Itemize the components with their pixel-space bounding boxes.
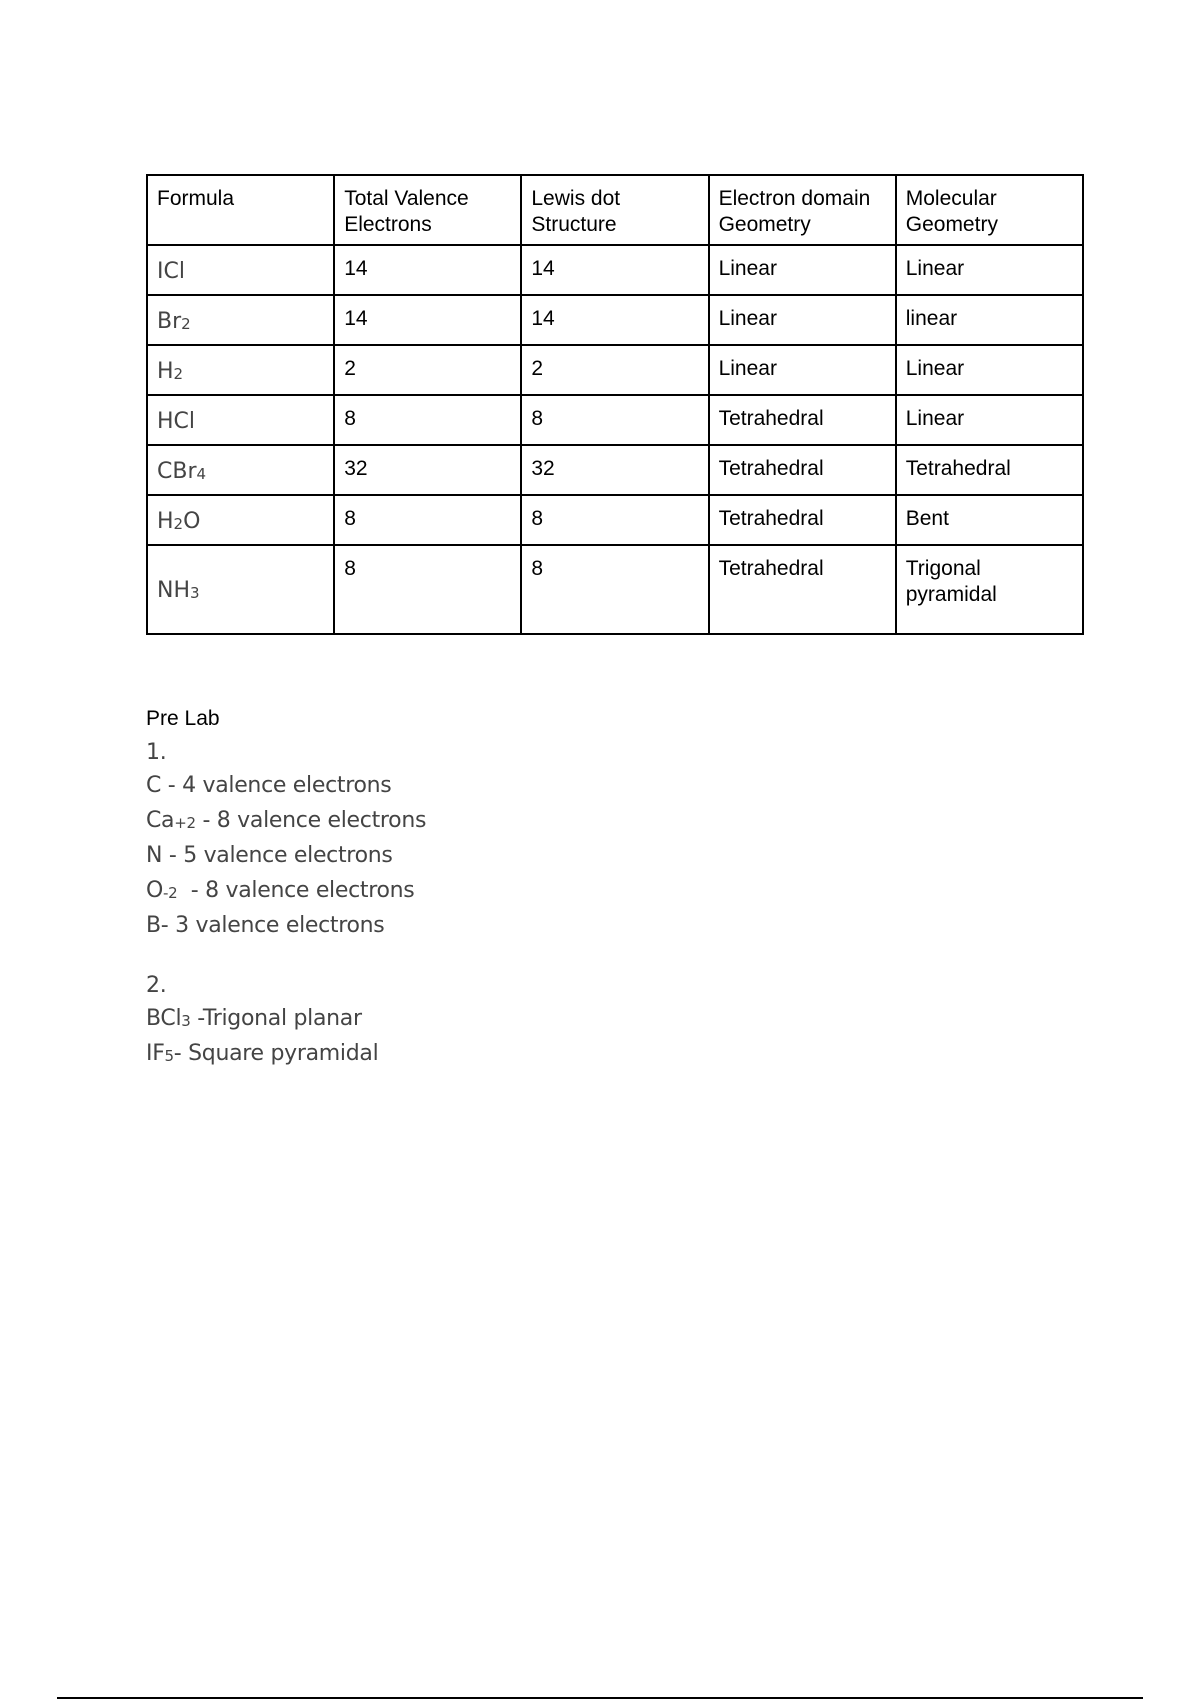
question-number: 1. [146, 740, 167, 765]
table-row [147, 395, 1083, 445]
molecular-geometry-cell: Linear [896, 345, 1083, 395]
valence-cell: 8 [334, 545, 521, 634]
valence-cell: 32 [334, 445, 521, 495]
header-lewis-dot-structure: Lewis dot Structure [521, 175, 708, 245]
valence-cell: 14 [334, 295, 521, 345]
valence-cell: 14 [334, 245, 521, 295]
formula-cell: $H_2O$ [147, 495, 334, 545]
lewis-cell: 14 [521, 295, 708, 345]
page-bottom-rule [57, 1697, 1143, 1699]
electron-geometry-cell: Tetrahedral [709, 495, 896, 545]
lewis-cell: 8 [521, 545, 708, 634]
formula-cell: $H_2$ [147, 345, 334, 395]
formula-cell: CBr$_4$ [147, 445, 334, 495]
molecular-geometry-cell: Bent [896, 495, 1083, 545]
list-item: B- 3 valence electrons [146, 913, 385, 938]
valence-cell: 8 [334, 495, 521, 545]
molecular-geometry-cell: Linear [896, 395, 1083, 445]
molecular-geometry-cell: Trigonal pyramidal [896, 545, 1083, 634]
table-row [147, 245, 1083, 295]
lewis-cell: 2 [521, 345, 708, 395]
table-row [147, 495, 1083, 545]
lewis-cell: 8 [521, 395, 708, 445]
header-electron-domain-geometry: Electron domain Geometry [709, 175, 896, 245]
electron-geometry-cell: Tetrahedral [709, 545, 896, 634]
lewis-cell: 8 [521, 495, 708, 545]
electron-geometry-cell: Linear [709, 245, 896, 295]
electron-geometry-cell: Linear [709, 345, 896, 395]
list-item: BCl$_3$ -Trigonal planar [146, 1006, 362, 1031]
table-row [147, 345, 1083, 395]
table-header-row [147, 175, 1083, 245]
prelab-question-1 [146, 736, 426, 944]
molecular-geometry-cell: linear [896, 295, 1083, 345]
valence-cell: 2 [334, 345, 521, 395]
list-item: $O_{-2} - 8$ valence electrons [146, 878, 415, 903]
lewis-cell: 32 [521, 445, 708, 495]
table-row [147, 545, 1083, 634]
formula-cell: HCl [147, 395, 334, 445]
formula-cell: $Br_2$ [147, 295, 334, 345]
table-row [147, 295, 1083, 345]
list-item: C - 4 valence electrons [146, 773, 392, 798]
valence-cell: 8 [334, 395, 521, 445]
molecular-geometry-table [146, 174, 1084, 635]
lewis-cell: 14 [521, 245, 708, 295]
molecular-geometry-cell: Linear [896, 245, 1083, 295]
electron-geometry-cell: Tetrahedral [709, 395, 896, 445]
header-formula: Formula [147, 175, 334, 245]
electron-geometry-cell: Linear [709, 295, 896, 345]
electron-geometry-cell: Tetrahedral [709, 445, 896, 495]
formula-cell: ICl [147, 245, 334, 295]
question-number: 2. [146, 973, 167, 998]
molecular-geometry-cell: Tetrahedral [896, 445, 1083, 495]
prelab-title: Pre Lab [146, 707, 220, 730]
formula-cell: $NH_3$ [147, 545, 334, 634]
list-item: $IF_5-$ Square pyramidal [146, 1041, 379, 1066]
header-molecular-geometry: Molecular Geometry [896, 175, 1083, 245]
list-item: N - 5 valence electrons [146, 843, 393, 868]
list-item: $Ca_{+2} - 8$ valence electrons [146, 808, 427, 833]
header-total-valence-electrons: Total Valence Electrons [334, 175, 521, 245]
prelab-question-2 [146, 969, 378, 1072]
table-row [147, 445, 1083, 495]
